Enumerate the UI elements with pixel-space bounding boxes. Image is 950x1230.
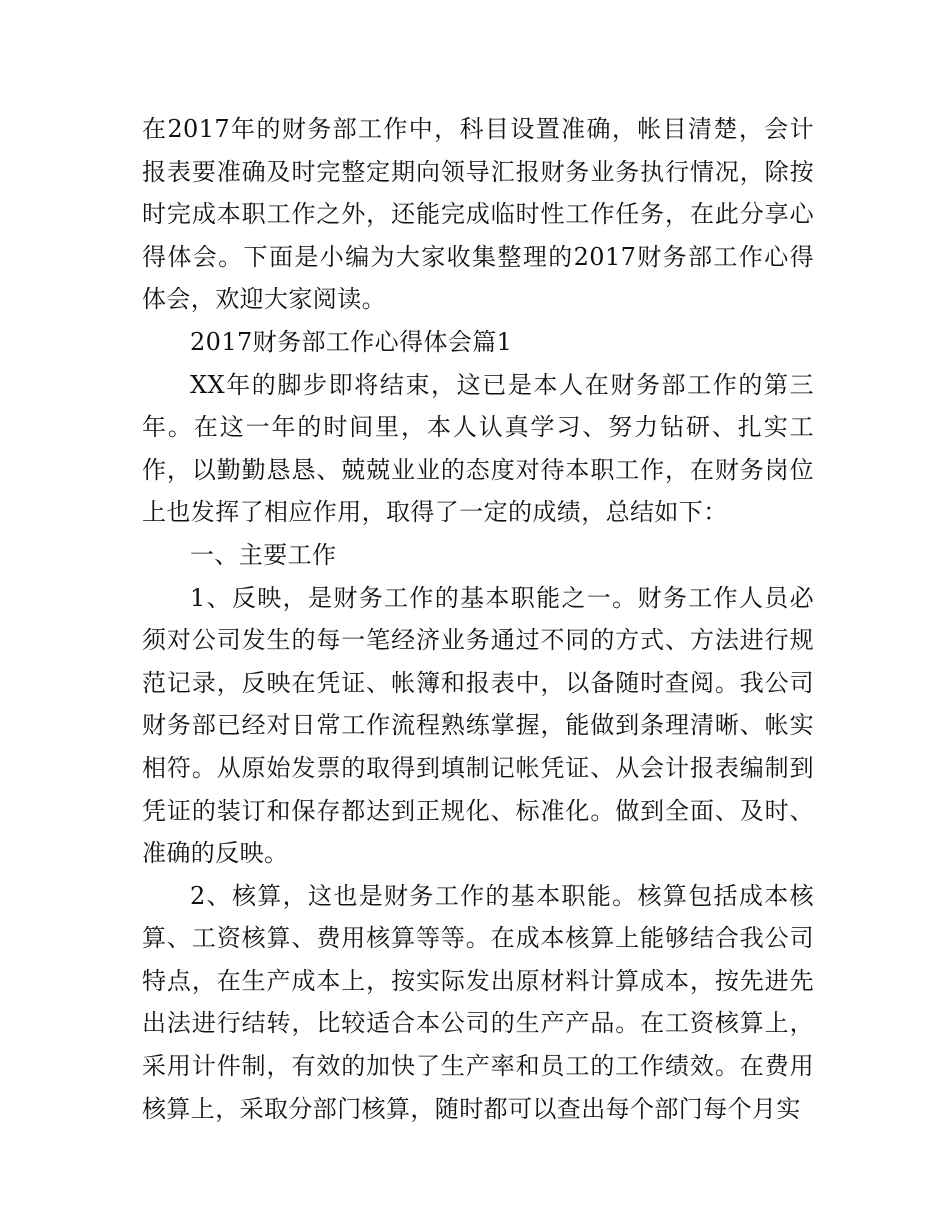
section-title: 2017财务部工作心得体会篇1 [190,327,513,356]
intro-paragraph: 在2017年的财务部工作中，科目设置准确，帐目清楚，会计报表要准确及时完整定期向领导汇报财务业务执行情况，除按时完成本职工作之外，还能完成临时性工作任务，在此分享心得体会。下面是小编为大家收集整理的2017财务部工作心得体会，欢迎大家阅读。 [142,115,814,314]
heading-main-work: 一、主要工作 [190,540,337,569]
item-1-paragraph: 1、反映，是财务工作的基本职能之一。财务工作人员必须对公司发生的每一笔经济业务通过不同的方式、方法进行规范记录，反映在凭证、帐簿和报表中，以备随时查阅。我公司财务部已经对日常工作流程熟练掌握，能做到条理清晰、帐实相符。从原始发票的取得到填制记帐凭证、从会计报表编制到凭证的装订和保存都达到正规化、标准化。做到全面、及时、准确的反映。 [142,583,814,868]
document-body [142,108,814,1130]
opening-paragraph: XX年的脚步即将结束，这已是本人在财务部工作的第三年。在这一年的时间里，本人认真学习、努力钻研、扎实工作，以勤勤恳恳、兢兢业业的态度对待本职工作，在财务岗位上也发挥了相应作用，取得了一定的成绩，总结如下： [142,370,814,527]
item-2-paragraph: 2、核算，这也是财务工作的基本职能。核算包括成本核算、工资核算、费用核算等等。在成本核算上能够结合我公司特点，在生产成本上，按实际发出原材料计算成本，按先进先出法进行结转，比较适合本公司的生产产品。在工资核算上，采用计件制，有效的加快了生产率和员工的工作绩效。在费用核算上，采取分部门核算，随时都可以查出每个部门每个月实 [142,881,814,1123]
